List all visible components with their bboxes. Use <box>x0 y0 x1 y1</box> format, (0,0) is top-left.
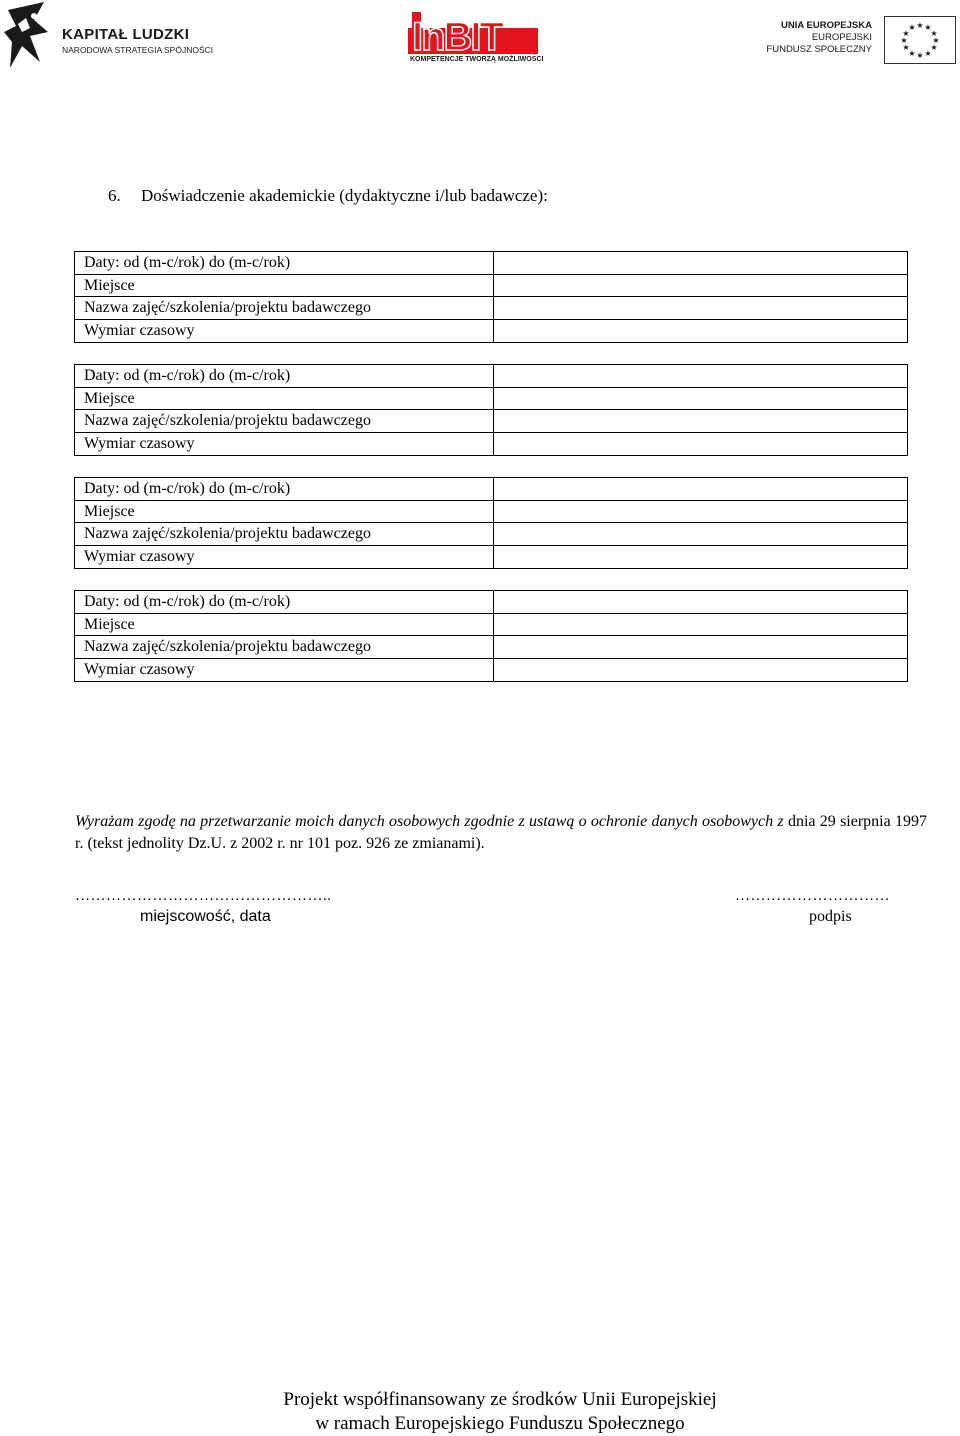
svg-text:★: ★ <box>902 29 910 38</box>
dates-field[interactable] <box>494 591 908 614</box>
place-label: Miejsce <box>75 274 494 297</box>
dates-field[interactable] <box>494 252 908 275</box>
time-label: Wymiar czasowy <box>75 546 494 569</box>
consent-clause <box>75 811 927 855</box>
ue-efs-logo <box>766 14 958 68</box>
section-title-text: Doświadczenie akademickie (dydaktyczne i/lub badawcze): <box>141 186 548 205</box>
svg-text:★: ★ <box>908 49 916 58</box>
experience-table-3 <box>74 477 908 569</box>
time-field[interactable] <box>494 320 908 343</box>
experience-table-2 <box>74 364 908 456</box>
ue-line-1: UNIA EUROPEJSKA <box>781 20 872 31</box>
svg-text:★: ★ <box>932 36 940 45</box>
consent-italic-text: Wyrażam zgodę na przetwarzanie moich danych osobowych zgodnie z ustawą o ochronie danych osobowych z <box>75 813 784 830</box>
section-number: 6. <box>108 186 121 205</box>
dates-field[interactable] <box>494 365 908 388</box>
place-label: Miejsce <box>75 387 494 410</box>
inbit-wordmark-icon <box>408 12 538 54</box>
place-field[interactable] <box>494 613 908 636</box>
place-label: Miejsce <box>75 613 494 636</box>
name-field[interactable] <box>494 410 908 433</box>
consent-regular-text: dnia 29 sierpnia 1997 r. (tekst jednolity Dz.U. z 2002 r. nr 101 poz. 926 ze zmianami). <box>75 813 928 852</box>
svg-text:★: ★ <box>916 21 924 30</box>
time-label: Wymiar czasowy <box>75 433 494 456</box>
name-field[interactable] <box>494 636 908 659</box>
footer-line-2: w ramach Europejskiego Funduszu Społecznego <box>315 1413 685 1434</box>
kapital-ludzki-logo <box>4 2 214 72</box>
time-label: Wymiar czasowy <box>75 320 494 343</box>
place-field[interactable] <box>494 387 908 410</box>
time-label: Wymiar czasowy <box>75 659 494 682</box>
place-label: Miejsce <box>75 500 494 523</box>
ue-text <box>766 20 872 56</box>
inbit-tagline: KOMPETENCJE TWORZĄ MOŻLIWOŚCI <box>410 56 544 63</box>
name-label: Nazwa zajęć/szkolenia/projektu badawczego <box>75 410 494 433</box>
name-label: Nazwa zajęć/szkolenia/projektu badawczego <box>75 523 494 546</box>
kapital-ludzki-emblem-icon <box>4 2 54 70</box>
signature-dotted-line[interactable]: ………………………… <box>735 888 890 904</box>
svg-text:★: ★ <box>916 51 924 60</box>
dates-label: Daty: od (m-c/rok) do (m-c/rok) <box>75 591 494 614</box>
svg-text:InBIT: InBIT <box>412 15 502 54</box>
kapital-ludzki-subtitle: NARODOWA STRATEGIA SPÓJNOŚCI <box>62 45 214 55</box>
ue-line-3: FUNDUSZ SPOŁECZNY <box>766 44 872 55</box>
time-field[interactable] <box>494 659 908 682</box>
svg-text:★: ★ <box>900 36 908 45</box>
eu-flag-icon <box>884 16 956 64</box>
footer <box>0 1388 960 1436</box>
kapital-ludzki-title: KAPITAŁ LUDZKI <box>62 26 190 43</box>
name-field[interactable] <box>494 297 908 320</box>
svg-text:★: ★ <box>924 23 932 32</box>
experience-table-4 <box>74 590 908 682</box>
dates-label: Daty: od (m-c/rok) do (m-c/rok) <box>75 478 494 501</box>
section-title <box>108 186 548 206</box>
place-field[interactable] <box>494 274 908 297</box>
dates-label: Daty: od (m-c/rok) do (m-c/rok) <box>75 252 494 275</box>
svg-text:★: ★ <box>924 49 932 58</box>
experience-table-1 <box>74 251 908 343</box>
ue-line-2: EUROPEJSKI <box>811 32 872 43</box>
dates-field[interactable] <box>494 478 908 501</box>
name-label: Nazwa zajęć/szkolenia/projektu badawczego <box>75 297 494 320</box>
svg-text:★: ★ <box>930 29 938 38</box>
dates-label: Daty: od (m-c/rok) do (m-c/rok) <box>75 365 494 388</box>
time-field[interactable] <box>494 546 908 569</box>
svg-text:★: ★ <box>902 43 910 52</box>
signature-label: podpis <box>809 908 852 925</box>
footer-line-1: Projekt współfinansowany ze środków Unii Europejskiej <box>283 1389 717 1410</box>
inbit-logo <box>406 8 542 68</box>
name-label: Nazwa zajęć/szkolenia/projektu badawczego <box>75 636 494 659</box>
name-field[interactable] <box>494 523 908 546</box>
place-date-dotted-line[interactable]: ………………………………………….. <box>75 888 332 904</box>
svg-text:★: ★ <box>930 43 938 52</box>
place-date-label: miejscowość, data <box>140 908 271 925</box>
svg-text:★: ★ <box>908 23 916 32</box>
time-field[interactable] <box>494 433 908 456</box>
place-field[interactable] <box>494 500 908 523</box>
